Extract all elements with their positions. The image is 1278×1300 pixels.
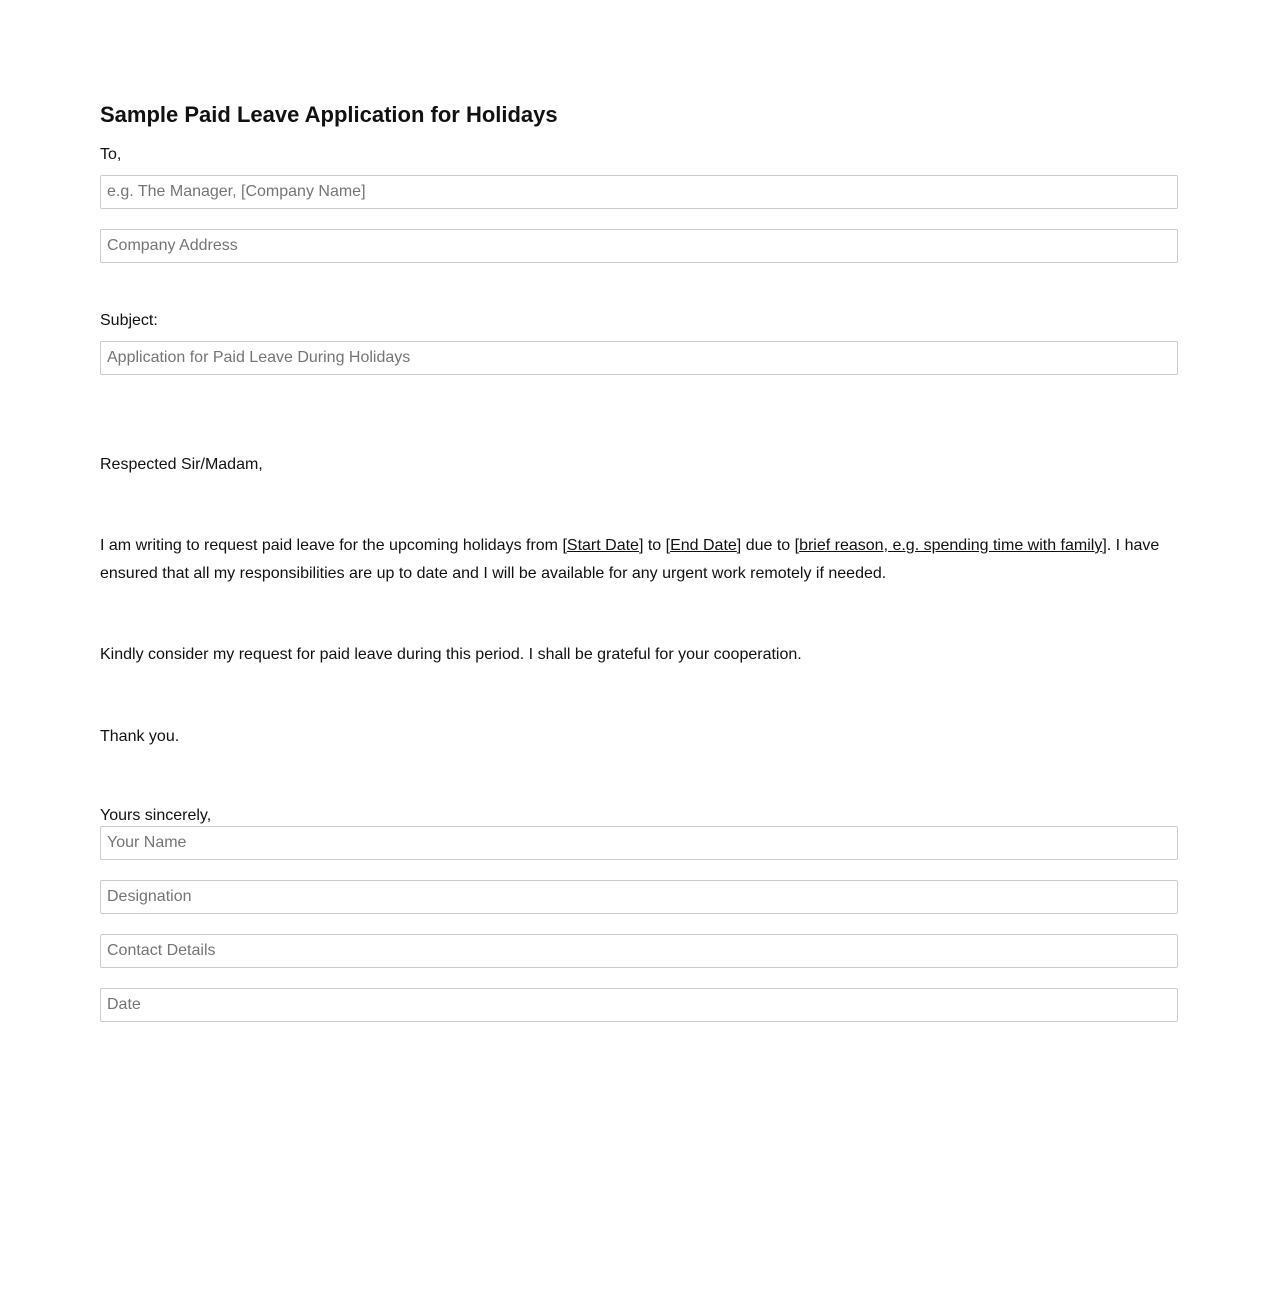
request-paragraph: Kindly consider my request for paid leave during this period. I shall be grateful for your cooperation. — [100, 646, 802, 663]
body-paragraph — [100, 532, 1178, 588]
subject-label: Subject: — [100, 312, 158, 329]
page-title: Sample Paid Leave Application for Holidays — [100, 102, 558, 127]
body-intro-text: I am writing to request paid leave for the upcoming holidays from — [100, 537, 563, 554]
company-address-input[interactable] — [100, 229, 1178, 263]
body-connector-text: ] due to — [736, 537, 795, 554]
designation-input[interactable] — [100, 880, 1178, 914]
closing-text: Yours sincerely, — [100, 807, 212, 824]
thanks-text: Thank you. — [100, 728, 180, 745]
date-input[interactable] — [100, 988, 1178, 1022]
contact-details-input[interactable] — [100, 934, 1178, 968]
your-name-input[interactable] — [100, 826, 1178, 860]
bracket-open: [ — [794, 537, 800, 554]
body-closing-text: ]. I have ensured that all my responsibilities are up to date and I will be available for any urgent work remotely if needed. — [100, 537, 1160, 582]
subject-input[interactable] — [100, 341, 1178, 375]
bracket-open: [ — [562, 537, 567, 554]
end-date-placeholder: End Date — [670, 537, 737, 554]
recipient-input[interactable] — [100, 175, 1178, 209]
reason-placeholder: brief reason, e.g. spending time with family — [799, 537, 1103, 554]
start-date-placeholder: Start Date — [566, 537, 639, 554]
salutation: Respected Sir/Madam, — [100, 456, 263, 473]
to-label: To, — [100, 146, 122, 163]
bracket-open: [ — [665, 537, 671, 554]
body-connector-text: ] to — [638, 537, 666, 554]
